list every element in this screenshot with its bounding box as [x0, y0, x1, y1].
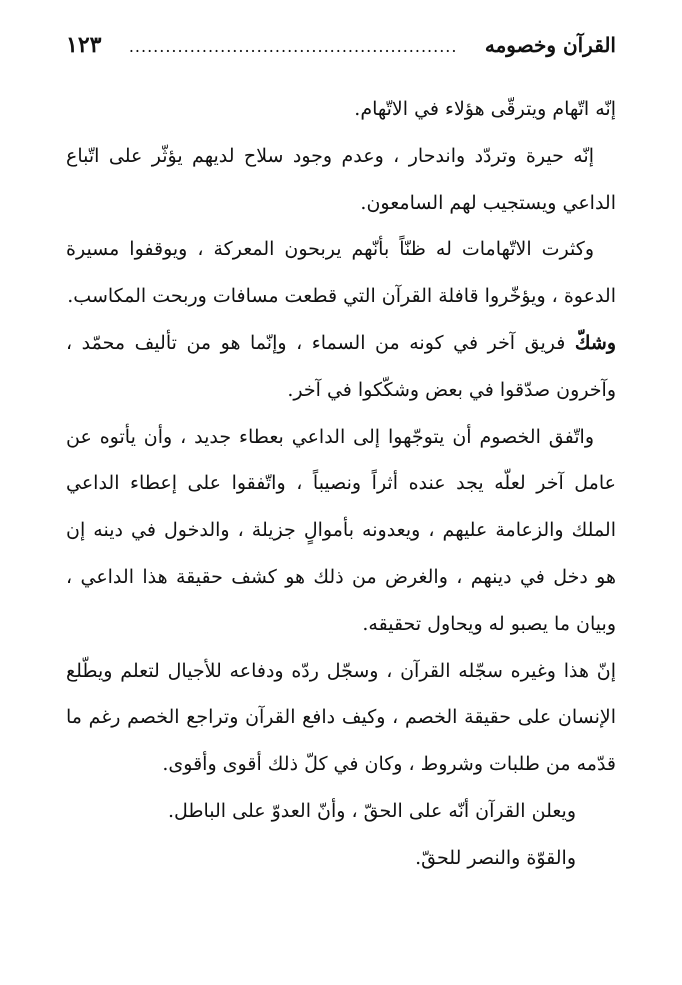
paragraph-2: [66, 133, 616, 227]
paragraph-5: [66, 414, 616, 648]
body-text: [66, 86, 616, 882]
paragraph-1: [66, 86, 616, 133]
paragraph-2-text: إنّه حيرة وتردّد واندحار ، وعدم وجود سلاح لديهم يؤثّر على اتّباع الداعي ويستجيب لهم السامعون.: [66, 144, 616, 214]
paragraph-8: [66, 835, 616, 882]
paragraph-4-text: فريق آخر في كونه من السماء ، وإنّما هو من تأليف محمّد ، وآخرون صدّقوا في بعض وشكّكوا في آخر.: [66, 331, 616, 401]
running-header: [66, 32, 616, 68]
header-title: القرآن وخصومه: [484, 33, 616, 57]
paragraph-3: [66, 226, 616, 320]
paragraph-7: [66, 788, 616, 835]
paragraph-1-text: إنّه اتّهام ويترقّى هؤلاء في الاتّهام.: [354, 98, 616, 120]
paragraph-6-text: إنّ هذا وغيره سجّله القرآن ، وسجّل ردّه ودفاعه للأجيال لتعلم ويطّلع الإنسان على حقيقة الخصم ، وكيف دافع القرآن وتراجع الخصم رغم ما قدّمه من طلبات وشروط ، وكان في كلّ ذلك أقوى وأقوى.: [66, 659, 616, 776]
paragraph-3-text: وكثرت الاتّهامات له ظنّاً بأنّهم يربحون المعركة ، ويوقفوا مسيرة الدعوة ، ويؤخّروا قافلة القرآن التي قطعت مسافات وربحت المكاسب.: [66, 238, 616, 308]
paragraph-5-text: واتّفق الخصوم أن يتوجّهوا إلى الداعي بعطاء جديد ، وأن يأتوه عن عامل آخر لعلّه يجد عنده أثراً ونصيباً ، واتّفقوا على إعطاء الداعي الملك والزعامة عليهم ، ويعدونه بأموالٍ جزيلة ، والدخول في دينه إن هو دخل في دينهم ، والغرض من ذلك هو كشف حقيقة هذا الداعي ، وبيان ما يصبو له ويحاول تحقيقه.: [66, 425, 616, 635]
paragraph-4: [66, 320, 616, 414]
page-number: ١٢٣: [66, 32, 102, 58]
paragraph-4-lead-word: وشكّ: [574, 331, 616, 354]
paragraph-8-text: والقوّة والنصر للحقّ.: [415, 846, 576, 869]
paragraph-6: [66, 648, 616, 788]
header-dot-leader: ......................................................: [128, 37, 458, 56]
paragraph-7-text: ويعلن القرآن أنّه على الحقّ ، وأنّ العدوّ على الباطل.: [167, 799, 576, 822]
